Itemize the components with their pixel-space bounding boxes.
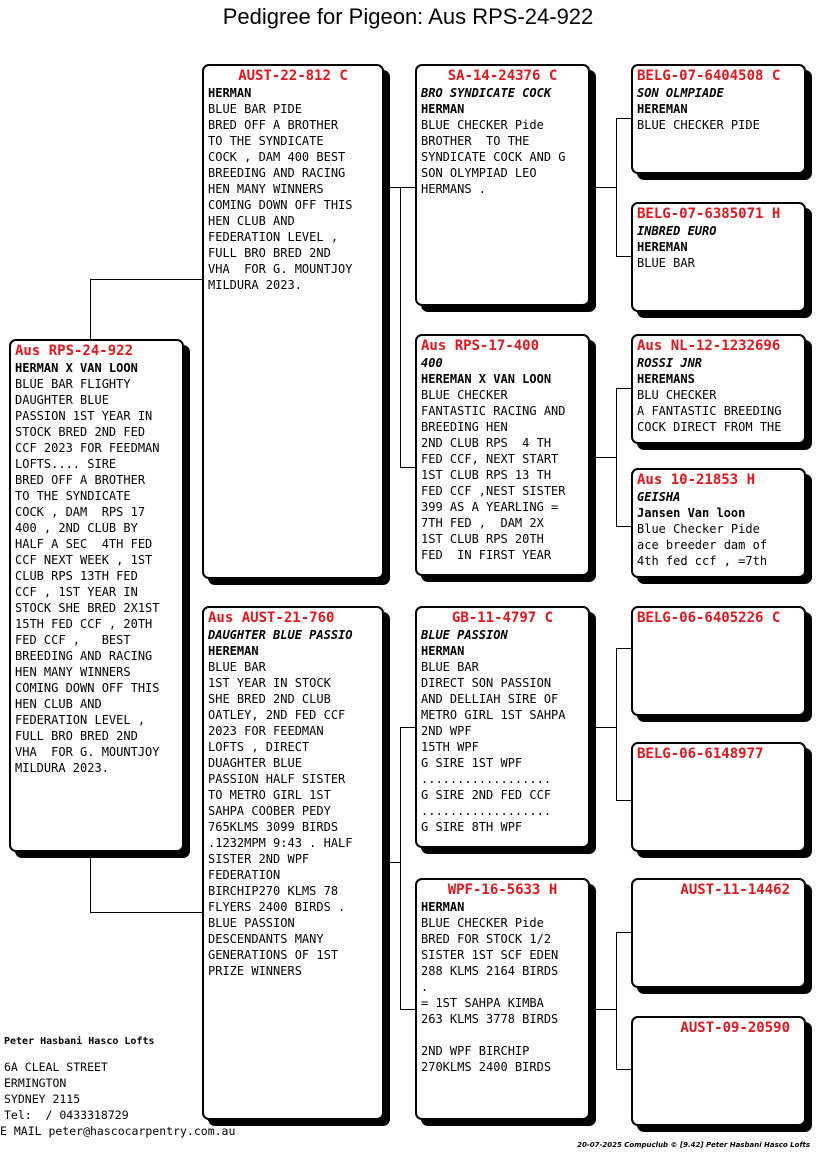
ring-number: Aus RPS-17-400 <box>421 338 540 354</box>
ring-number: Aus AUST-21-760 <box>208 610 335 626</box>
connector <box>90 852 91 912</box>
owner-name: Peter Hasbani Hasco Lofts <box>4 1036 155 1047</box>
description: BLUE CHECKER FANTASTIC RACING AND BREEDING HEN 2ND CLUB RPS 4 TH FED CCF, NEXT START 1ST CLUB RPS 13 TH FED CCF ,NEST SISTER 399 AS A YEARLING = 7TH FED , DAM 2X 1ST CLUB RPS 20TH FED IN FIRST YEAR <box>421 388 566 562</box>
connector <box>590 187 616 188</box>
description: BLUE CHECKER Pide BROTHER TO THE SYNDICATE COCK AND G SON OLYMPIAD LEO HERMANS . <box>421 118 566 196</box>
connector <box>384 862 400 863</box>
ring-number: AUST-11-14462 <box>680 882 790 898</box>
breed: HEREMAN <box>637 240 688 254</box>
connector <box>616 118 617 256</box>
dam-sire-dam-card[interactable] <box>631 742 806 852</box>
connector <box>384 187 400 188</box>
pigeon-name: INBRED EURO <box>637 224 717 238</box>
subject-card[interactable] <box>9 339 184 852</box>
breed: HERMAN X VAN LOON <box>15 361 138 375</box>
pigeon-name: DAUGHTER BLUE PASSIO <box>208 628 353 642</box>
breed: HEREMAN <box>637 102 688 116</box>
ring-number: BELG-07-6385071 H <box>637 206 781 222</box>
owner-address-line2: ERMINGTON <box>4 1076 67 1090</box>
ring-number: BELG-06-6405226 C <box>637 610 781 626</box>
connector <box>90 912 204 913</box>
dam-dam-sire-card[interactable] <box>631 878 806 988</box>
connector <box>616 648 617 800</box>
description: BLUE BAR 1ST YEAR IN STOCK SHE BRED 2ND CLUB OATLEY, 2ND FED CCF 2023 FOR FEEDMAN LOFTS , DIRECT DUAGHTER BLUE PASSION HALF SISTER TO METRO GIRL 1ST SAHPA COOBER PEDY 765KLMS 3099 BIRDS .1232MPM 9:43 . HALF SISTER 2ND WPF FEDERATION BIRCHIP270 KLMS 78 FLYERS 2400 BIRDS . BLUE PASSION DESCENDANTS MANY GENERATIONS OF 1ST PRIZE WINNERS <box>208 660 353 978</box>
dam-sire-card[interactable] <box>415 606 590 848</box>
pigeon-name: SON OLMPIADE <box>637 86 724 100</box>
pigeon-name: GEISHA <box>637 490 681 504</box>
pigeon-name: BRO SYNDICATE COCK <box>421 86 552 100</box>
sire-sire-sire-card[interactable] <box>631 64 806 174</box>
ring-number: Aus 10-21853 H <box>637 472 756 488</box>
pigeon-name: ROSSI JNR <box>637 356 703 370</box>
connector <box>90 279 91 339</box>
connector <box>590 1009 616 1010</box>
connector <box>400 727 401 1009</box>
owner-address-line3: SYDNEY 2115 <box>4 1092 81 1106</box>
sire-dam-card[interactable] <box>415 334 590 576</box>
connector <box>616 388 617 526</box>
sire-card[interactable] <box>202 64 384 579</box>
ring-number: WPF-16-5633 H <box>447 882 558 898</box>
ring-number: Aus RPS-24-922 <box>15 343 134 359</box>
breed: Jansen Van loon <box>637 506 746 520</box>
dam-sire-sire-card[interactable] <box>631 606 806 716</box>
sire-dam-dam-card[interactable] <box>631 468 806 578</box>
owner-phone: Tel: / 0433318729 <box>4 1108 129 1122</box>
dam-dam-card[interactable] <box>415 878 590 1120</box>
connector <box>590 727 616 728</box>
ring-number: BELG-06-6148977 <box>637 746 764 762</box>
breed: HERMAN <box>421 644 465 658</box>
print-footer: 20-07-2025 Compuclub © [9.42] Peter Hasbani Hasco Lofts <box>577 1141 810 1149</box>
breed: HEREMAN X VAN LOON <box>421 372 552 386</box>
ring-number: SA-14-24376 C <box>447 68 558 84</box>
connector <box>590 457 616 458</box>
pigeon-name: BLUE PASSION <box>421 628 508 642</box>
description: BLUE BAR DIRECT SON PASSION AND DELLIAH SIRE OF METRO GIRL 1ST SAHPA 2ND WPF 15TH WPF G SIRE 1ST WPF .................. G SIRE 2ND FED CCF .................. G SIRE 8TH WPF <box>421 660 566 834</box>
breed: HERMAN <box>421 102 465 116</box>
connector <box>90 279 204 280</box>
sire-dam-sire-card[interactable] <box>631 334 806 444</box>
ring-number: Aus NL-12-1232696 <box>637 338 781 354</box>
description: BLUE BAR PIDE BRED OFF A BROTHER TO THE SYNDICATE COCK , DAM 400 BEST BREEDING AND RACING HEN MANY WINNERS COMING DOWN OFF THIS HEN CLUB AND FEDERATION LEVEL , FULL BRO BRED 2ND VHA FOR G. MOUNTJOY MILDURA 2023. <box>208 102 353 292</box>
sire-sire-dam-card[interactable] <box>631 202 806 312</box>
description: Blue Checker Pide ace breeder dam of 4th fed ccf , =7th <box>637 522 768 568</box>
sire-sire-card[interactable] <box>415 64 590 306</box>
breed: HERMAN <box>208 86 252 100</box>
owner-address-line1: 6A CLEAL STREET <box>4 1060 108 1074</box>
breed: HEREMANS <box>637 372 695 386</box>
description: BLUE BAR <box>637 256 695 270</box>
description: BLUE CHECKER Pide BRED FOR STOCK 1/2 SISTER 1ST SCF EDEN 288 KLMS 2164 BIRDS . = 1ST SAHPA KIMBA 263 KLMS 3778 BIRDS 2ND WPF BIRCHIP 270KLMS 2400 BIRDS <box>421 916 559 1074</box>
breed: HERMAN <box>421 900 465 914</box>
pigeon-name: 400 <box>421 356 443 370</box>
connector <box>616 932 617 1069</box>
ring-number: AUST-22-812 C <box>238 68 348 84</box>
dam-dam-dam-card[interactable] <box>631 1016 806 1126</box>
description: BLUE CHECKER PIDE <box>637 118 760 132</box>
page-title: Pedigree for Pigeon: Aus RPS-24-922 <box>222 4 594 29</box>
ring-number: AUST-09-20590 <box>680 1020 790 1036</box>
description: BLU CHECKER A FANTASTIC BREEDING COCK DIRECT FROM THE <box>637 388 782 434</box>
owner-email: E MAIL peter@hascocarpentry.com.au <box>0 1124 236 1138</box>
ring-number: BELG-07-6404508 C <box>637 68 781 84</box>
connector <box>400 187 401 467</box>
ring-number: GB-11-4797 C <box>451 610 554 626</box>
description: BLUE BAR FLIGHTY DAUGHTER BLUE PASSION 1ST YEAR IN STOCK BRED 2ND FED CCF 2023 FOR FEEDMAN LOFTS.... SIRE BRED OFF A BROTHER TO THE SYNDICATE COCK , DAM RPS 17 400 , 2ND CLUB BY HALF A SEC 4TH FED CCF NEXT WEEK , 1ST CLUB RPS 13TH FED CCF , 1ST YEAR IN STOCK SHE BRED 2X1ST 15TH FED CCF , 20TH FED CCF , BEST BREEDING AND RACING HEN MANY WINNERS COMING DOWN OFF THIS HEN CLUB AND FEDERATION LEVEL , FULL BRO BRED 2ND VHA FOR G. MOUNTJOY MILDURA 2023. <box>15 377 160 775</box>
dam-card[interactable] <box>202 606 384 1120</box>
breed: HEREMAN <box>208 644 259 658</box>
